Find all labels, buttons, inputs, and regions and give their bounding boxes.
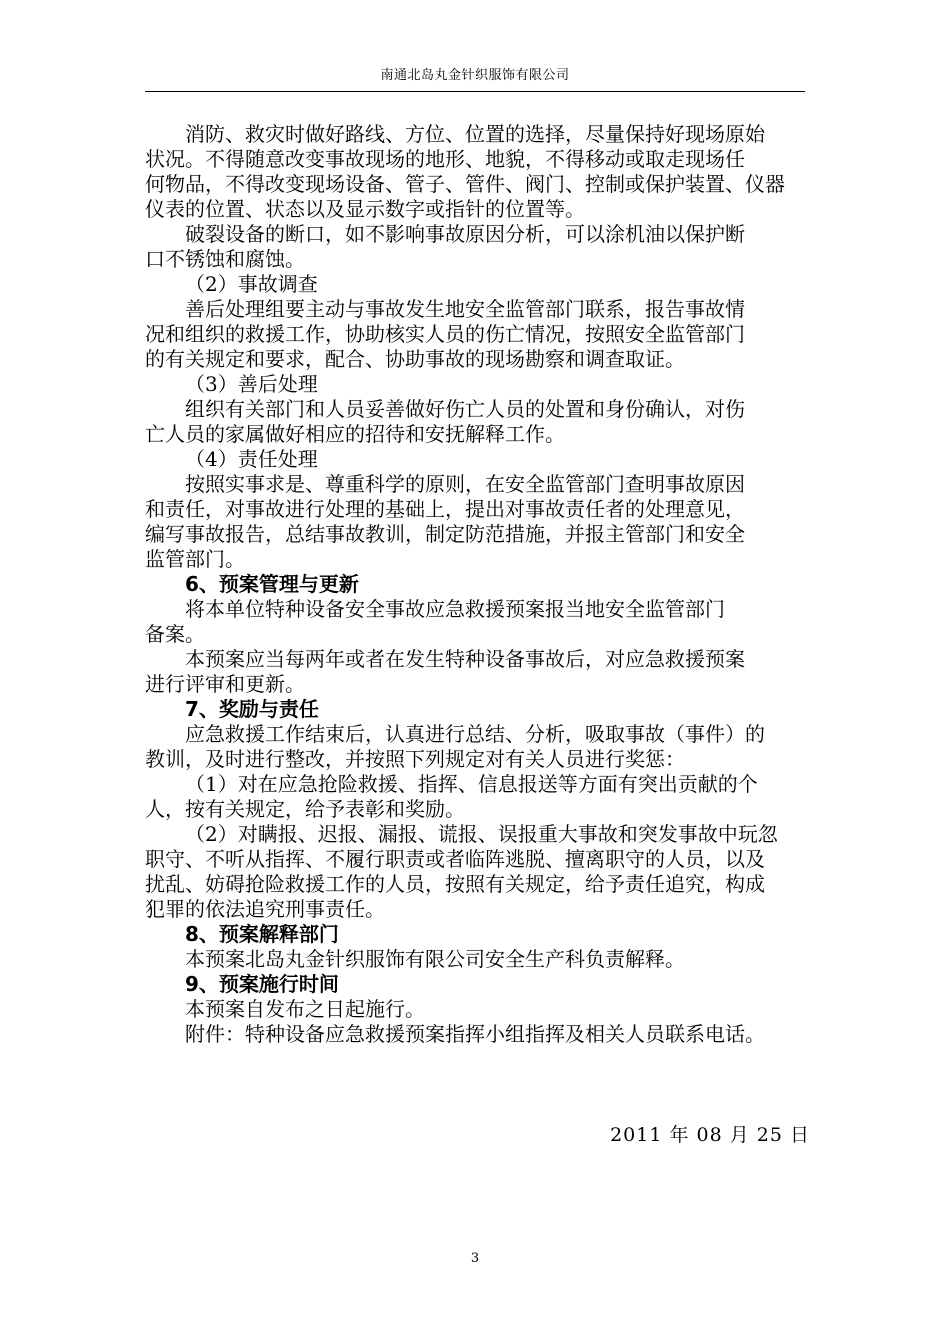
text-line: （3）善后处理 — [185, 372, 318, 396]
paragraph — [145, 597, 825, 647]
text-line: 何物品，不得改变现场设备、管子、管件、阀门、控制或保护装置、仪器 — [145, 172, 785, 196]
text-line: 7、奖励与责任 — [185, 697, 319, 721]
text-line: 扰乱、妨碍抢险救援工作的人员，按照有关规定，给予责任追究，构成 — [145, 872, 765, 896]
section-heading — [145, 922, 825, 947]
section-heading — [145, 697, 825, 722]
text-line: （1）对在应急抢险救援、指挥、信息报送等方面有突出贡献的个 — [185, 772, 758, 796]
text-line: 附件：特种设备应急救援预案指挥小组指挥及相关人员联系电话。 — [185, 1022, 765, 1046]
text-line: 按照实事求是、尊重科学的原则，在安全监管部门查明事故原因 — [185, 472, 745, 496]
text-line: 本预案自发布之日起施行。 — [185, 997, 425, 1021]
paragraph — [145, 647, 825, 697]
section-heading — [145, 972, 825, 997]
text-line: （4）责任处理 — [185, 447, 318, 471]
paragraph — [145, 372, 825, 397]
paragraph — [145, 222, 825, 272]
text-line: 6、预案管理与更新 — [185, 572, 359, 596]
text-line: 状况。不得随意改变事故现场的地形、地貌，不得移动或取走现场任 — [145, 147, 745, 171]
text-line: 9、预案施行时间 — [185, 972, 339, 996]
text-line: 况和组织的救援工作，协助核实人员的伤亡情况，按照安全监管部门 — [145, 322, 745, 346]
text-line: 善后处理组要主动与事故发生地安全监管部门联系，报告事故情 — [185, 297, 745, 321]
paragraph — [145, 122, 825, 222]
paragraph — [145, 822, 825, 922]
paragraph — [145, 1022, 825, 1047]
paragraph — [145, 272, 825, 297]
text-line: （2）对瞒报、迟报、漏报、谎报、误报重大事故和突发事故中玩忽 — [185, 822, 778, 846]
text-line: 应急救援工作结束后，认真进行总结、分析，吸取事故（事件）的 — [185, 722, 765, 746]
text-line: 本预案北岛丸金针织服饰有限公司安全生产科负责解释。 — [185, 947, 685, 971]
paragraph — [145, 397, 825, 447]
text-line: 破裂设备的断口，如不影响事故原因分析，可以涂机油以保护断 — [185, 222, 745, 246]
text-line: 备案。 — [145, 622, 205, 646]
text-line: 的有关规定和要求，配合、协助事故的现场勘察和调查取证。 — [145, 347, 685, 371]
text-line: 8、预案解释部门 — [185, 922, 339, 946]
text-line: 仪表的位置、状态以及显示数字或指针的位置等。 — [145, 197, 585, 221]
text-line: （2）事故调查 — [185, 272, 318, 296]
paragraph — [145, 297, 825, 372]
paragraph — [145, 772, 825, 822]
header-divider — [145, 91, 805, 92]
text-line: 人，按有关规定，给予表彰和奖励。 — [145, 797, 465, 821]
text-line: 进行评审和更新。 — [145, 672, 305, 696]
text-line: 监管部门。 — [145, 547, 245, 571]
paragraph — [145, 472, 825, 572]
document-body — [145, 122, 825, 1047]
paragraph — [145, 947, 825, 972]
text-line: 教训，及时进行整改，并按照下列规定对有关人员进行奖惩： — [145, 747, 685, 771]
section-heading — [145, 572, 825, 597]
text-line: 口不锈蚀和腐蚀。 — [145, 247, 305, 271]
text-line: 消防、救灾时做好路线、方位、位置的选择，尽量保持好现场原始 — [185, 122, 765, 146]
paragraph — [145, 722, 825, 772]
page-header: 南通北岛丸金针织服饰有限公司 — [380, 68, 570, 83]
document-date: 2011 年 08 月 25 日 — [610, 1124, 810, 1146]
page-number: 3 — [470, 1251, 480, 1266]
text-line: 将本单位特种设备安全事故应急救援预案报当地安全监管部门 — [185, 597, 725, 621]
text-line: 职守、不听从指挥、不履行职责或者临阵逃脱、擅离职守的人员，以及 — [145, 847, 765, 871]
text-line: 编写事故报告，总结事故教训，制定防范措施，并报主管部门和安全 — [145, 522, 745, 546]
text-line: 和责任，对事故进行处理的基础上，提出对事故责任者的处理意见， — [145, 497, 745, 521]
text-line: 犯罪的依法追究刑事责任。 — [145, 897, 385, 921]
text-line: 本预案应当每两年或者在发生特种设备事故后，对应急救援预案 — [185, 647, 745, 671]
text-line: 组织有关部门和人员妥善做好伤亡人员的处置和身份确认，对伤 — [185, 397, 745, 421]
paragraph — [145, 997, 825, 1022]
text-line: 亡人员的家属做好相应的招待和安抚解释工作。 — [145, 422, 565, 446]
paragraph — [145, 447, 825, 472]
